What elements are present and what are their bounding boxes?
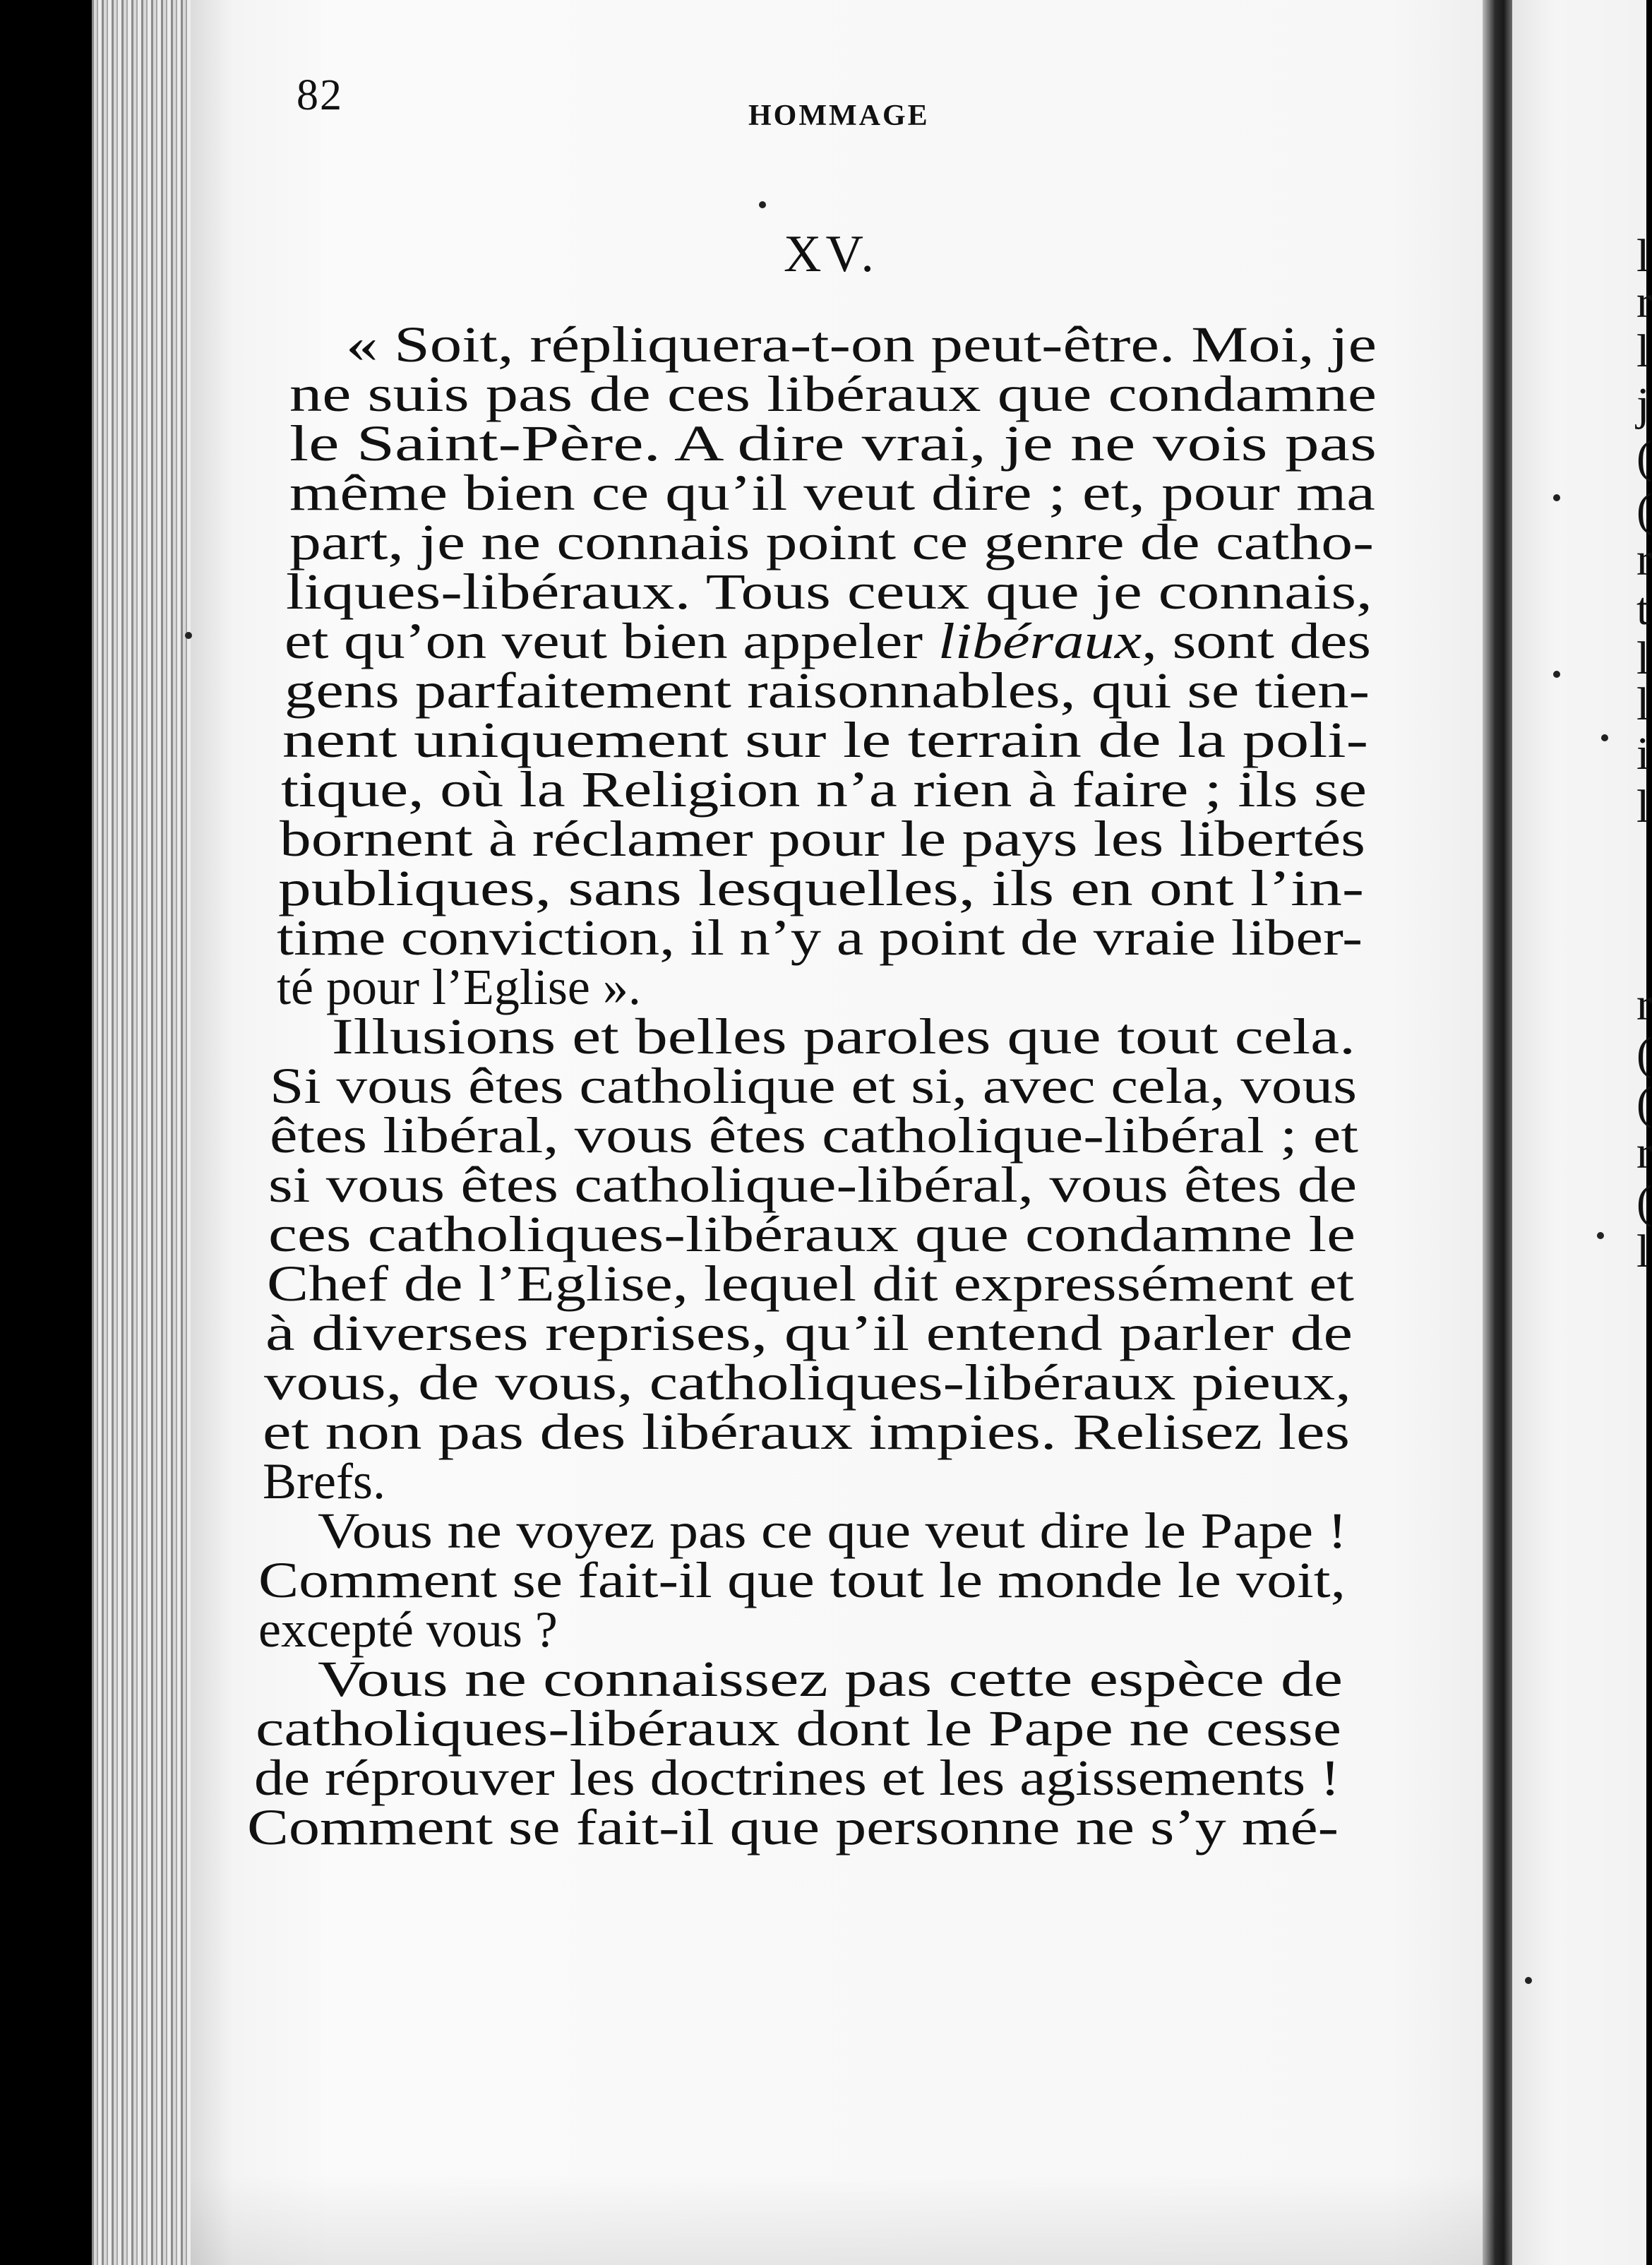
text-line <box>318 1651 1343 1707</box>
book-gutter <box>1483 0 1512 2265</box>
text-line <box>247 1799 1339 1855</box>
text-line-content: Si vous êtes catholique et si, avec cela, vous <box>270 1058 1357 1114</box>
facing-page-letter: r <box>1636 534 1652 585</box>
text-line-content: Comment se fait-il que tout le monde le voit, <box>258 1552 1346 1608</box>
text-line <box>258 1552 1346 1608</box>
text-line <box>256 1700 1341 1757</box>
text-line-content: de réprouver les doctrines et les agissements ! <box>254 1750 1340 1806</box>
text-line <box>263 1453 385 1510</box>
running-head: HOMMAGE <box>748 100 930 132</box>
text-line <box>289 366 1377 422</box>
facing-page-letter: r <box>1636 1127 1652 1178</box>
text-line-content: nent uniquement sur le terrain de la poli- <box>282 712 1368 768</box>
facing-page-letter: r <box>1636 979 1652 1030</box>
text-line-content: « Soit, répliquera-t-on peut-être. Moi, je <box>346 316 1377 373</box>
text-line <box>254 1750 1340 1806</box>
text-line-content: Vous ne connaissez pas cette espèce de <box>318 1651 1343 1707</box>
text-line <box>280 811 1365 867</box>
text-line <box>263 1404 1350 1460</box>
text-line <box>318 1502 1347 1559</box>
ink-speck <box>1553 494 1560 501</box>
text-line <box>286 563 1372 620</box>
page-edges <box>92 0 194 2265</box>
ink-speck <box>185 632 192 639</box>
text-line-content <box>285 613 1372 669</box>
facing-page-letter: l <box>1636 1226 1650 1277</box>
ink-speck <box>1525 1977 1532 1984</box>
text-line <box>285 662 1370 719</box>
text-line <box>289 514 1374 570</box>
text-line-content: Chef de l’Eglise, lequel dit expressément et <box>267 1255 1354 1312</box>
ink-speck <box>1601 734 1608 741</box>
ink-speck <box>759 201 766 208</box>
text-line <box>289 465 1375 521</box>
page-number: 82 <box>297 71 343 119</box>
emphasis: libéraux <box>938 613 1142 669</box>
text-line-content: tique, où la Religion n’a rien à faire ; ils se <box>281 761 1367 818</box>
facing-page-letter: j <box>1636 378 1650 430</box>
text-segment: et qu’on veut bien appeler <box>285 613 938 669</box>
text-line-content: Comment se fait-il que personne ne s’y mé- <box>247 1799 1339 1855</box>
text-line-content: même bien ce qu’il veut dire ; et, pour ma <box>289 465 1375 521</box>
text-line-content: publiques, sans lesquelles, ils en ont l’in- <box>278 860 1364 916</box>
text-line-content: le Saint-Père. A dire vrai, je ne vois pas <box>289 415 1377 472</box>
text-line-content: té pour l’Eglise ». <box>277 959 641 1015</box>
text-line-content: bornent à réclamer pour le pays les libertés <box>280 811 1365 867</box>
text-line <box>277 909 1363 966</box>
text-line <box>285 613 1372 669</box>
text-segment: , sont des <box>1142 613 1372 669</box>
text-line <box>289 415 1377 472</box>
text-line <box>265 1305 1353 1361</box>
text-line-content: êtes libéral, vous êtes catholique-libéral ; et <box>270 1107 1358 1164</box>
text-line <box>270 1107 1358 1164</box>
text-line <box>278 860 1364 916</box>
text-line-content: excepté vous ? <box>258 1601 558 1658</box>
text-line <box>268 1206 1355 1262</box>
text-line-content: Brefs. <box>263 1453 385 1510</box>
text-line <box>270 1058 1357 1114</box>
text-line <box>332 1008 1355 1065</box>
facing-page-letter: r <box>1636 276 1652 328</box>
text-line-content: part, je ne connais point ce genre de catho- <box>289 514 1374 570</box>
facing-page-letter: ( <box>1636 1028 1652 1080</box>
text-line-content: Vous ne voyez pas ce que veut dire le Pape ! <box>318 1502 1347 1559</box>
facing-page-letter: l <box>1636 781 1650 832</box>
text-line <box>258 1601 558 1658</box>
text-line-content: ne suis pas de ces libéraux que condamne <box>289 366 1377 422</box>
text-line-content: ces catholiques-libéraux que condamne le <box>268 1206 1355 1262</box>
page-shadow <box>191 2175 1512 2265</box>
facing-page-letter: t <box>1636 583 1650 635</box>
facing-page-edge <box>1512 0 1646 2265</box>
text-line <box>281 761 1367 818</box>
text-line <box>346 316 1377 373</box>
text-line-content: catholiques-libéraux dont le Pape ne cesse <box>256 1700 1341 1757</box>
facing-page-letter: ( <box>1636 484 1652 536</box>
text-line <box>282 712 1368 768</box>
ink-speck <box>1597 1232 1604 1239</box>
text-line <box>277 959 641 1015</box>
facing-page-letter: l <box>1636 325 1650 377</box>
facing-page-letter: l <box>1636 633 1650 684</box>
text-line-content: liques-libéraux. Tous ceux que je connais, <box>286 563 1372 620</box>
facing-page-letter: ( <box>1636 1176 1652 1228</box>
text-line-content: vous, de vous, catholiques-libéraux pieux, <box>264 1354 1351 1411</box>
text-line-content: Illusions et belles paroles que tout cela. <box>332 1008 1355 1065</box>
text-line <box>264 1354 1351 1411</box>
text-line-content: à diverses reprises, qu’il entend parler de <box>265 1305 1353 1361</box>
text-line-content: gens parfaitement raisonnables, qui se tien- <box>285 662 1370 719</box>
text-line-content: et non pas des libéraux impies. Relisez les <box>263 1404 1350 1460</box>
chapter-heading: XV. <box>784 225 878 283</box>
ink-speck <box>1553 671 1560 678</box>
text-line-content: si vous êtes catholique-libéral, vous êtes de <box>268 1157 1357 1213</box>
text-line <box>268 1157 1357 1213</box>
facing-page-letter: i <box>1636 728 1650 779</box>
facing-page-letter: ( <box>1636 1077 1652 1129</box>
facing-page-letter: l <box>1636 230 1650 282</box>
text-line <box>267 1255 1354 1312</box>
facing-page-letter: l <box>1636 679 1650 730</box>
text-line-content: time conviction, il n’y a point de vraie liber- <box>277 909 1363 966</box>
facing-page-letter: ( <box>1636 431 1652 483</box>
